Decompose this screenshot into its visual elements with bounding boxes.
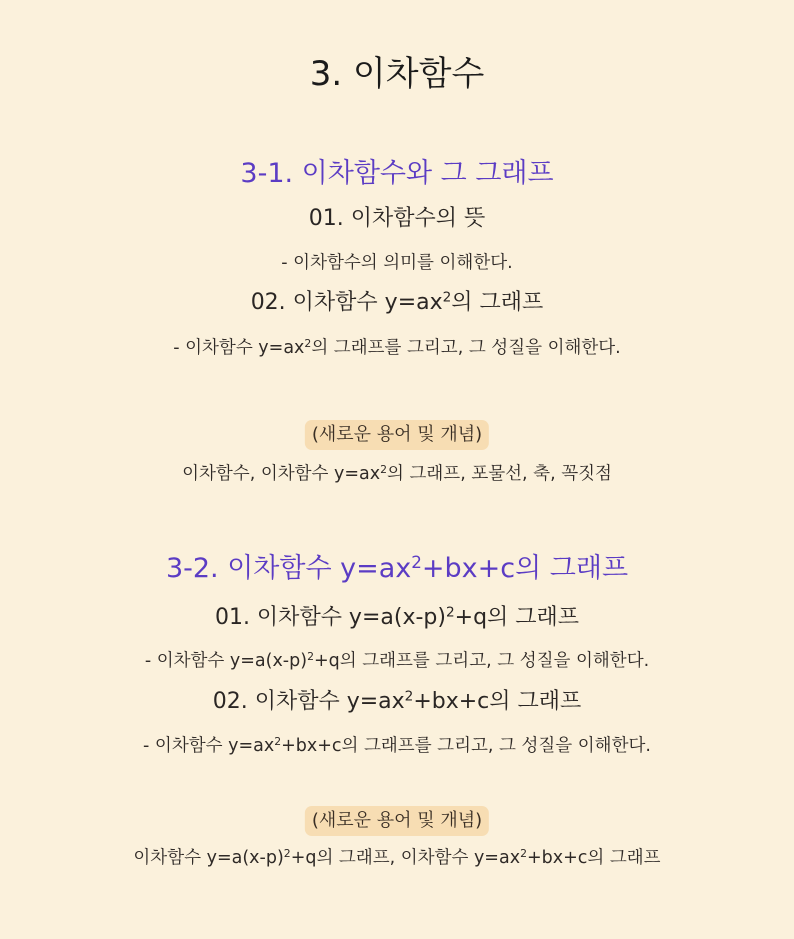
section-title-3-2: 3-2. 이차함수 $y=ax^2+bx+c$의 그래프 xyxy=(165,551,629,584)
topic-objective-3-1-01: - 이차함수의 의미를 이해한다. xyxy=(281,253,513,273)
chapter-title: 3. 이차함수 xyxy=(309,54,485,94)
topic-title-3-2-01: 01. 이차함수 $y=a(x-p)^2+q$의 그래프 xyxy=(214,604,580,630)
new-terms-list-3-2: 이차함수 $y=a(x-p)^2+q$의 그래프, 이차함수 $y=ax^2+bx+c$의 그래프 xyxy=(133,847,661,868)
topic-objective-3-1-02: - 이차함수 $y=ax^2$의 그래프를 그리고, 그 성질을 이해한다. xyxy=(173,337,621,358)
new-terms-list-3-1: 이차함수, 이차함수 $y=ax^2$의 그래프, 포물선, 축, 꼭짓점 xyxy=(182,463,612,484)
topic-title-3-2-02: 02. 이차함수 $y=ax^2+bx+c$의 그래프 xyxy=(212,688,582,714)
topic-objective-3-2-02: - 이차함수 $y=ax^2+bx+c$의 그래프를 그리고, 그 성질을 이해한다. xyxy=(143,735,651,756)
new-terms-label-3-1: (새로운 용어 및 개념) xyxy=(305,420,489,450)
topic-objective-3-2-01: - 이차함수 $y=a(x-p)^2+q$의 그래프를 그리고, 그 성질을 이해한다. xyxy=(144,650,650,671)
section-title-3-1: 3-1. 이차함수와 그 그래프 xyxy=(240,158,554,189)
topic-title-3-1-01: 01. 이차함수의 뜻 xyxy=(308,206,486,231)
topic-title-3-1-02: 02. 이차함수 $y=ax^2$의 그래프 xyxy=(250,289,544,315)
new-terms-label-3-2: (새로운 용어 및 개념) xyxy=(305,806,489,836)
